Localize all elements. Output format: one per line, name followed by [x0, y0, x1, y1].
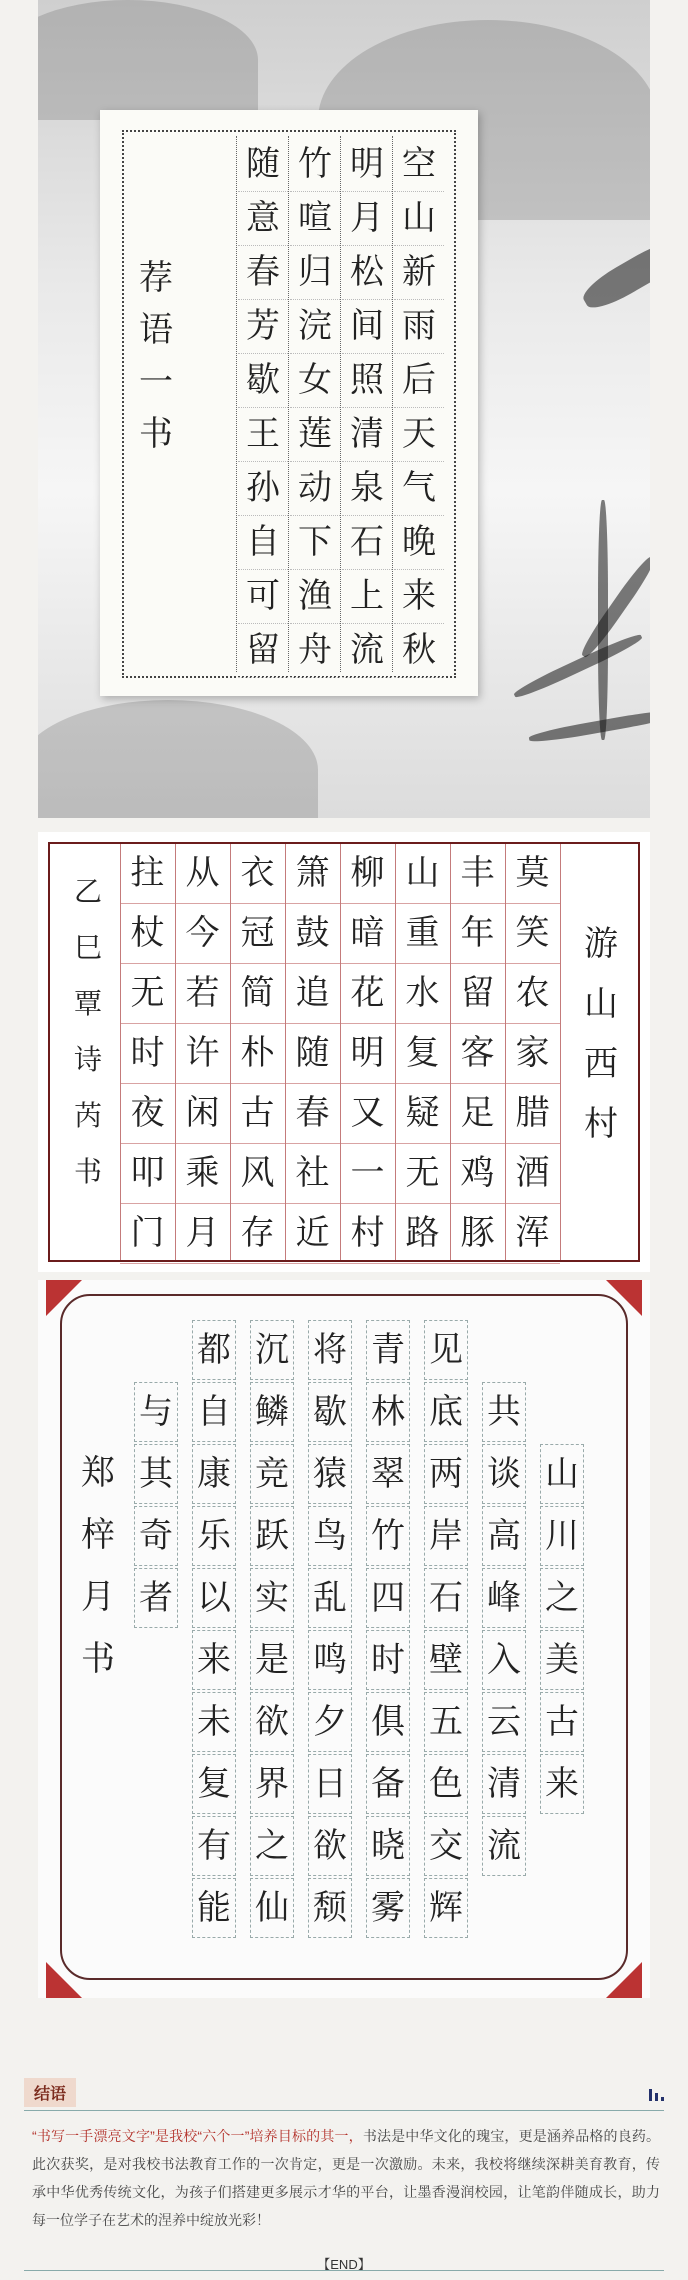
- calligraphy-char: 一: [340, 1144, 395, 1204]
- calligraphy-char: 有: [192, 1816, 236, 1876]
- calligraphy-char: 杖: [120, 904, 175, 964]
- poem1-title: [134, 252, 178, 460]
- calligraphy-char: 留: [450, 964, 505, 1024]
- calligraphy-char: 壁: [424, 1630, 468, 1690]
- signature-char: 芮: [73, 1099, 102, 1132]
- calligraphy-char: 鼓: [285, 904, 340, 964]
- calligraphy-char: 酒: [505, 1144, 560, 1204]
- calligraphy-char: 自: [192, 1382, 236, 1442]
- calligraphy-char: 时: [366, 1630, 410, 1690]
- poem2-column: [395, 844, 450, 1264]
- calligraphy-char: 未: [192, 1692, 236, 1752]
- calligraphy-char: 家: [505, 1024, 560, 1084]
- calligraphy-char: 孙: [238, 462, 288, 516]
- calligraphy-char: 乘: [175, 1144, 230, 1204]
- calligraphy-char: 空: [394, 138, 444, 192]
- calligraphy-char: 是: [250, 1630, 294, 1690]
- calligraphy-char: 实: [250, 1568, 294, 1628]
- calligraphy-char: 芳: [238, 300, 288, 354]
- calligraphy-char: 暗: [340, 904, 395, 964]
- calligraphy-char: 之: [250, 1816, 294, 1876]
- title-char: 山: [584, 984, 618, 1024]
- calligraphy-char: 动: [290, 462, 340, 516]
- calligraphy-char: 鳞: [250, 1382, 294, 1442]
- calligraphy-char: 山: [540, 1444, 584, 1504]
- calligraphy-char: 鸟: [308, 1506, 352, 1566]
- calligraphy-char: 明: [342, 138, 392, 192]
- calligraphy-char: 花: [340, 964, 395, 1024]
- title-char: 荐: [139, 258, 173, 298]
- calligraphy-char: 无: [395, 1144, 450, 1204]
- poem1-column: [342, 138, 392, 678]
- grid-line: [392, 136, 393, 672]
- calligraphy-char: 拄: [120, 844, 175, 904]
- grid-line: [340, 136, 341, 672]
- calligraphy-char: 照: [342, 354, 392, 408]
- calligraphy-char: 石: [342, 516, 392, 570]
- calligraphy-char: 简: [230, 964, 285, 1024]
- calligraphy-char: 年: [450, 904, 505, 964]
- calligraphy-char: 晚: [394, 516, 444, 570]
- calligraphy-char: 石: [424, 1568, 468, 1628]
- calligraphy-char: 美: [540, 1630, 584, 1690]
- calligraphy-char: 林: [366, 1382, 410, 1442]
- bars-icon: [646, 2082, 664, 2101]
- grid-line: [395, 844, 396, 1260]
- calligraphy-char: 意: [238, 192, 288, 246]
- calligraphy-char: 农: [505, 964, 560, 1024]
- calligraphy-char: 冠: [230, 904, 285, 964]
- calligraphy-char: 衣: [230, 844, 285, 904]
- calligraphy-char: 若: [175, 964, 230, 1024]
- calligraphy-char: 来: [540, 1754, 584, 1814]
- calligraphy-char: 无: [120, 964, 175, 1024]
- pavilion-roof-decoration: [578, 235, 650, 316]
- calligraphy-char: 谈: [482, 1444, 526, 1504]
- conclusion-body: 书法是中华文化的瑰宝，更是涵养品格的良药。此次获奖，是对我校书法教育工作的一次肯定，更是一次激励。未来，我校将继续深耕美育教育，传承中华优秀传统文化，为孩子们搭建更多展示才华的平台，让墨香漫润校园，让笔韵伴随成长，助力每一位学子在艺术的涅养中绽放光彩！: [32, 2128, 661, 2228]
- calligraphy-char: 见: [424, 1320, 468, 1380]
- calligraphy-char: 箫: [285, 844, 340, 904]
- calligraphy-char: 复: [192, 1754, 236, 1814]
- calligraphy-char: 社: [285, 1144, 340, 1204]
- calligraphy-char: 间: [342, 300, 392, 354]
- title-char: 语: [139, 310, 173, 350]
- calligraphy-char: 流: [482, 1816, 526, 1876]
- calligraphy-char: 与: [134, 1382, 178, 1442]
- calligraphy-char: 来: [394, 570, 444, 624]
- calligraphy-char: 川: [540, 1506, 584, 1566]
- calligraphy-char: 雾: [366, 1878, 410, 1938]
- calligraphy-char: 新: [394, 246, 444, 300]
- calligraphy-char: 秋: [394, 624, 444, 678]
- calligraphy-char: 存: [230, 1204, 285, 1264]
- calligraphy-char: 欲: [250, 1692, 294, 1752]
- bamboo-leaf-decoration: [512, 631, 644, 701]
- signature-char: 书: [81, 1639, 115, 1679]
- grid-line: [450, 844, 451, 1260]
- calligraphy-char: 以: [192, 1568, 236, 1628]
- calligraphy-char: 猿: [308, 1444, 352, 1504]
- signature-char: 书: [73, 1155, 102, 1188]
- calligraphy-char: 疑: [395, 1084, 450, 1144]
- calligraphy-char: 路: [395, 1204, 450, 1264]
- calligraphy-char: 交: [424, 1816, 468, 1876]
- calligraphy-char: 颓: [308, 1878, 352, 1938]
- calligraphy-char: 俱: [366, 1692, 410, 1752]
- calligraphy-char: 浣: [290, 300, 340, 354]
- calligraphy-char: 峰: [482, 1568, 526, 1628]
- calligraphy-card: [100, 110, 478, 696]
- calligraphy-char: 闲: [175, 1084, 230, 1144]
- calligraphy-char: 喧: [290, 192, 340, 246]
- calligraphy-char: 风: [230, 1144, 285, 1204]
- grid-line: [505, 844, 506, 1260]
- calligraphy-char: 辉: [424, 1878, 468, 1938]
- calligraphy-char: 沉: [250, 1320, 294, 1380]
- calligraphy-char: 五: [424, 1692, 468, 1752]
- calligraphy-char: 客: [450, 1024, 505, 1084]
- calligraphy-char: 将: [308, 1320, 352, 1380]
- calligraphy-char: 朴: [230, 1024, 285, 1084]
- calligraphy-char: 归: [290, 246, 340, 300]
- calligraphy-char: 备: [366, 1754, 410, 1814]
- calligraphy-char: 许: [175, 1024, 230, 1084]
- calligraphy-char: 莲: [290, 408, 340, 462]
- calligraphy-char: 翠: [366, 1444, 410, 1504]
- poem2-column: [340, 844, 395, 1264]
- calligraphy-char: 竹: [290, 138, 340, 192]
- calligraphy-char: 界: [250, 1754, 294, 1814]
- calligraphy-char: 高: [482, 1506, 526, 1566]
- grid-line: [230, 844, 231, 1260]
- calligraphy-char: 明: [340, 1024, 395, 1084]
- calligraphy-char: 自: [238, 516, 288, 570]
- calligraphy-char: 清: [342, 408, 392, 462]
- title-char: 游: [584, 924, 618, 964]
- calligraphy-char: 浑: [505, 1204, 560, 1264]
- grid-line: [175, 844, 176, 1260]
- calligraphy-char: 随: [238, 138, 288, 192]
- calligraphy-char: 夜: [120, 1084, 175, 1144]
- calligraphy-char: 莫: [505, 844, 560, 904]
- calligraphy-char: 月: [175, 1204, 230, 1264]
- calligraphy-char: 足: [450, 1084, 505, 1144]
- calligraphy-char: 天: [394, 408, 444, 462]
- calligraphy-char: 康: [192, 1444, 236, 1504]
- calligraphy-char: 鸣: [308, 1630, 352, 1690]
- calligraphy-char: 留: [238, 624, 288, 678]
- calligraphy-char: 复: [395, 1024, 450, 1084]
- mountain-decoration: [38, 700, 318, 818]
- calligraphy-char: 今: [175, 904, 230, 964]
- calligraphy-char: 水: [395, 964, 450, 1024]
- calligraphy-char: 柳: [340, 844, 395, 904]
- calligraphy-char: 追: [285, 964, 340, 1024]
- calligraphy-char: 笑: [505, 904, 560, 964]
- calligraphy-char: 欲: [308, 1816, 352, 1876]
- poem2-column: [285, 844, 340, 1264]
- bamboo-stem-decoration: [598, 500, 608, 740]
- calligraphy-char: 渔: [290, 570, 340, 624]
- calligraphy-char: 夕: [308, 1692, 352, 1752]
- poem1-column: [290, 138, 340, 678]
- calligraphy-char: 山: [395, 844, 450, 904]
- poem1-column: [394, 138, 444, 678]
- calligraphy-char: 又: [340, 1084, 395, 1144]
- poem2-title: [578, 914, 624, 1154]
- poem2-grid: [120, 844, 560, 1260]
- calligraphy-char: 舟: [290, 624, 340, 678]
- calligraphy-char: 后: [394, 354, 444, 408]
- signature-char: 覃: [73, 987, 102, 1020]
- calligraphy-char: 山: [394, 192, 444, 246]
- poem2-signature: [68, 864, 108, 1200]
- divider: [24, 2270, 664, 2271]
- grid-line: [560, 844, 561, 1260]
- calligraphy-char: 乐: [192, 1506, 236, 1566]
- calligraphy-char: 青: [366, 1320, 410, 1380]
- grid-line: [120, 844, 121, 1260]
- conclusion-heading: 结语: [24, 2078, 76, 2107]
- title-char: 村: [584, 1104, 618, 1144]
- grid-line: [288, 136, 289, 672]
- signature-char: 诗: [73, 1043, 102, 1076]
- calligraphy-char: 女: [290, 354, 340, 408]
- calligraphy-char: 近: [285, 1204, 340, 1264]
- end-marker: 【END】: [317, 2257, 371, 2272]
- conclusion-paragraph: [32, 2122, 660, 2234]
- calligraphy-char: 乱: [308, 1568, 352, 1628]
- calligraphy-char: 竹: [366, 1506, 410, 1566]
- mountain-decoration: [38, 0, 258, 120]
- calligraphy-char: 古: [540, 1692, 584, 1752]
- calligraphy-char: 日: [308, 1754, 352, 1814]
- calligraphy-char: 王: [238, 408, 288, 462]
- signature-char: 月: [81, 1577, 115, 1617]
- calligraphy-char: 村: [340, 1204, 395, 1264]
- poem2-column: [230, 844, 285, 1264]
- calligraphy-char: 歇: [308, 1382, 352, 1442]
- calligraphy-char: 叩: [120, 1144, 175, 1204]
- calligraphy-sheet-3: [38, 1280, 650, 1998]
- grid-line: [236, 136, 237, 672]
- calligraphy-char: 奇: [134, 1506, 178, 1566]
- conclusion-header: [24, 2078, 664, 2106]
- title-char: 一: [139, 362, 173, 402]
- title-char: 书: [139, 414, 173, 454]
- calligraphy-char: 之: [540, 1568, 584, 1628]
- red-grid-frame: [48, 842, 640, 1262]
- divider: [24, 2110, 664, 2111]
- bamboo-leaf-decoration: [528, 707, 650, 745]
- calligraphy-char: 重: [395, 904, 450, 964]
- calligraphy-char: 岸: [424, 1506, 468, 1566]
- poem1-grid: [122, 130, 456, 678]
- title-char: 西: [584, 1044, 618, 1084]
- signature-char: 梓: [81, 1515, 115, 1555]
- calligraphy-char: 鸡: [450, 1144, 505, 1204]
- calligraphy-char: 者: [134, 1568, 178, 1628]
- calligraphy-char: 可: [238, 570, 288, 624]
- calligraphy-char: 底: [424, 1382, 468, 1442]
- calligraphy-char: 豚: [450, 1204, 505, 1264]
- signature-char: 郑: [81, 1453, 115, 1493]
- calligraphy-char: 共: [482, 1382, 526, 1442]
- poem1-column: [238, 138, 288, 678]
- calligraphy-char: 月: [342, 192, 392, 246]
- calligraphy-char: 时: [120, 1024, 175, 1084]
- calligraphy-char: 丰: [450, 844, 505, 904]
- conclusion-highlight: “书写一手漂亮文字”是我校“六个一”培养目标的其一，: [32, 2128, 363, 2144]
- calligraphy-char: 下: [290, 516, 340, 570]
- calligraphy-char: 能: [192, 1878, 236, 1938]
- calligraphy-char: 四: [366, 1568, 410, 1628]
- calligraphy-char: 松: [342, 246, 392, 300]
- calligraphy-char: 清: [482, 1754, 526, 1814]
- calligraphy-char: 都: [192, 1320, 236, 1380]
- calligraphy-char: 气: [394, 462, 444, 516]
- calligraphy-char: 跃: [250, 1506, 294, 1566]
- calligraphy-char: 竞: [250, 1444, 294, 1504]
- calligraphy-char: 腊: [505, 1084, 560, 1144]
- calligraphy-char: 流: [342, 624, 392, 678]
- calligraphy-char: 仙: [250, 1878, 294, 1938]
- calligraphy-char: 随: [285, 1024, 340, 1084]
- calligraphy-char: 来: [192, 1630, 236, 1690]
- signature-char: 巳: [73, 931, 102, 964]
- signature-char: 乙: [73, 875, 102, 908]
- calligraphy-char: 晓: [366, 1816, 410, 1876]
- calligraphy-char: 云: [482, 1692, 526, 1752]
- calligraphy-sheet-2: [38, 832, 650, 1272]
- poem2-column: [120, 844, 175, 1264]
- calligraphy-char: 春: [285, 1084, 340, 1144]
- calligraphy-char: 色: [424, 1754, 468, 1814]
- calligraphy-char: 歇: [238, 354, 288, 408]
- calligraphy-char: 入: [482, 1630, 526, 1690]
- calligraphy-char: 春: [238, 246, 288, 300]
- calligraphy-char: 门: [120, 1204, 175, 1264]
- calligraphy-painting-1: [38, 0, 650, 818]
- poem2-column: [505, 844, 560, 1264]
- calligraphy-char: 雨: [394, 300, 444, 354]
- grid-line: [285, 844, 286, 1260]
- poem2-column: [175, 844, 230, 1264]
- calligraphy-char: 其: [134, 1444, 178, 1504]
- calligraphy-char: 泉: [342, 462, 392, 516]
- grid-line: [340, 844, 341, 1260]
- poem2-column: [450, 844, 505, 1264]
- calligraphy-char: 从: [175, 844, 230, 904]
- calligraphy-char: 古: [230, 1084, 285, 1144]
- calligraphy-char: 上: [342, 570, 392, 624]
- calligraphy-char: 两: [424, 1444, 468, 1504]
